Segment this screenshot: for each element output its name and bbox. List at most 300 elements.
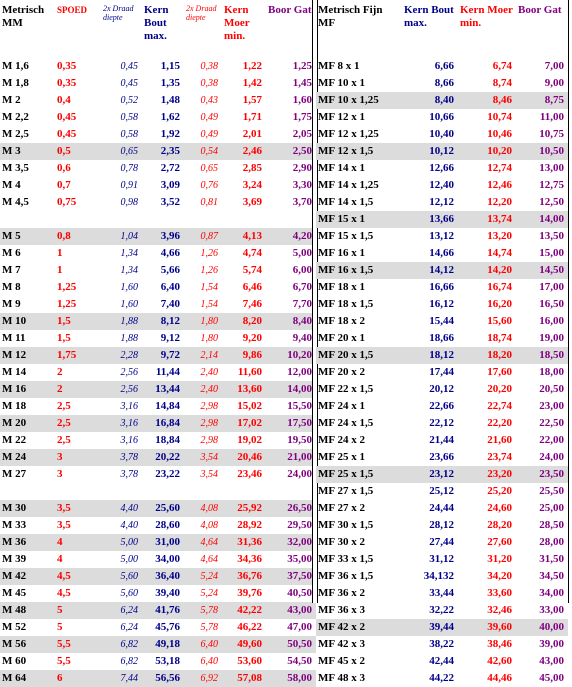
fine-drill-cell: 43,00	[539, 655, 564, 667]
size-cell: M 12	[0, 347, 55, 364]
fine-core-nut-cell: 20,20	[487, 383, 512, 395]
size-cell: M 2	[2, 94, 21, 106]
table-row	[0, 296, 316, 313]
depth-bolt-cell: 0,58	[120, 112, 138, 123]
fine-core-bolt-cell: 16,66	[429, 281, 454, 293]
fine-core-nut-cell: 10,46	[487, 128, 512, 140]
fine-core-nut-cell: 16,74	[487, 281, 512, 293]
pitch-cell: 6	[55, 670, 101, 687]
pitch-cell: 3	[55, 449, 101, 466]
pitch-cell: 0,75	[57, 196, 77, 208]
table-row	[316, 551, 568, 568]
core-nut-cell: 8,20	[222, 313, 266, 330]
table-row	[316, 602, 568, 619]
drill-cell	[266, 483, 316, 500]
size-cell: M 3,5	[2, 162, 29, 174]
pitch-cell: 3	[57, 468, 63, 480]
fine-drill-cell: 11,00	[539, 111, 564, 123]
pitch-cell	[55, 483, 101, 500]
fine-core-nut-cell: 6,74	[492, 60, 512, 72]
drill-cell: 2,50	[266, 143, 316, 160]
table-row	[316, 75, 568, 92]
fine-drill-cell: 17,00	[539, 281, 564, 293]
core-nut-cell: 1,22	[242, 60, 262, 72]
fine-drill-cell: 40,00	[516, 619, 568, 636]
fine-core-nut-cell: 28,20	[487, 519, 512, 531]
table-row	[316, 211, 568, 228]
fine-core-nut-cell: 31,20	[487, 553, 512, 565]
table-row	[316, 245, 568, 262]
depth-bolt-cell	[101, 483, 142, 500]
fine-core-bolt-cell: 6,66	[434, 60, 454, 72]
pitch-cell: 5,5	[55, 636, 101, 653]
size-cell: M 7	[2, 264, 21, 276]
table-row	[316, 432, 568, 449]
core-bolt-cell: 20,22	[142, 449, 184, 466]
fine-core-nut-cell: 10,20	[458, 143, 516, 160]
fine-drill-cell: 23,50	[516, 466, 568, 483]
fine-drill-cell: 8,75	[516, 92, 568, 109]
fine-drill-cell: 20,50	[539, 383, 564, 395]
header-draad-diepte-2: 2x Draad diepte	[186, 4, 217, 22]
core-bolt-cell: 34,00	[155, 553, 180, 565]
depth-bolt-cell: 0,65	[101, 143, 142, 160]
core-bolt-cell: 4,66	[160, 247, 180, 259]
header-kern-bout: Kern Bout max.	[144, 4, 169, 42]
drill-cell: 17,50	[266, 415, 316, 432]
depth-nut-cell: 0,49	[200, 129, 218, 140]
core-bolt-cell: 28,60	[155, 519, 180, 531]
drill-cell: 32,00	[266, 534, 316, 551]
drill-cell: 12,00	[287, 366, 312, 378]
core-bolt-cell: 45,76	[155, 621, 180, 633]
depth-bolt-cell: 1,34	[120, 248, 138, 259]
depth-nut-cell: 2,98	[184, 415, 222, 432]
table-row	[0, 415, 316, 432]
table-row	[0, 92, 316, 109]
fine-drill-cell: 34,50	[539, 570, 564, 582]
table-row	[0, 177, 316, 194]
pitch-cell	[55, 211, 101, 228]
pitch-cell: 2	[55, 381, 101, 398]
table-row	[0, 585, 316, 602]
core-bolt-cell: 2,72	[160, 162, 180, 174]
fine-core-bolt-cell: 27,44	[429, 536, 454, 548]
pitch-cell: 3,5	[55, 500, 101, 517]
size-cell: M 16	[0, 381, 55, 398]
size-cell: M 18	[2, 400, 27, 412]
depth-bolt-cell: 1,88	[120, 333, 138, 344]
pitch-cell: 5	[57, 621, 63, 633]
core-bolt-cell: 1,35	[160, 77, 180, 89]
core-nut-cell: 36,76	[222, 568, 266, 585]
core-nut-cell: 4,74	[242, 247, 262, 259]
core-bolt-cell: 56,56	[142, 670, 184, 687]
table-row	[0, 619, 316, 636]
fine-core-bolt-cell: 13,66	[402, 211, 458, 228]
fine-core-bolt-cell: 32,22	[429, 604, 454, 616]
depth-bolt-cell	[101, 211, 142, 228]
fine-size-cell: MF 12 x 1	[318, 111, 365, 123]
table-row	[0, 534, 316, 551]
fine-drill-cell: 7,00	[544, 60, 564, 72]
fine-core-bolt-cell: 10,40	[429, 128, 454, 140]
depth-bolt-cell: 0,45	[120, 61, 138, 72]
table-row	[316, 347, 568, 364]
fine-drill-cell: 25,50	[539, 485, 564, 497]
size-cell: M 1,8	[2, 77, 29, 89]
drill-cell: 1,75	[292, 111, 312, 123]
pitch-cell: 0,4	[57, 94, 71, 106]
core-nut-cell: 57,08	[222, 670, 266, 687]
size-cell: M 24	[0, 449, 55, 466]
fine-drill-cell: 14,50	[516, 262, 568, 279]
drill-cell: 26,50	[266, 500, 316, 517]
depth-bolt-cell: 6,24	[101, 602, 142, 619]
table-row	[0, 364, 316, 381]
fine-core-bolt-cell: 13,12	[429, 230, 454, 242]
core-nut-cell: 20,46	[222, 449, 266, 466]
core-bolt-cell: 6,40	[160, 281, 180, 293]
drill-cell: 8,40	[266, 313, 316, 330]
core-bolt-cell: 41,76	[142, 602, 184, 619]
size-cell: M 20	[0, 415, 55, 432]
drill-cell: 14,00	[266, 381, 316, 398]
fine-core-bolt-cell: 14,66	[429, 247, 454, 259]
size-cell: M 5	[0, 228, 55, 245]
fine-core-bolt-cell: 12,66	[429, 162, 454, 174]
fine-drill-cell: 45,00	[539, 672, 564, 684]
drill-cell: 24,00	[287, 468, 312, 480]
depth-bolt-cell: 2,28	[101, 347, 142, 364]
table-row	[0, 551, 316, 568]
fine-core-bolt-cell: 21,44	[429, 434, 454, 446]
drill-cell: 7,70	[292, 298, 312, 310]
depth-nut-cell: 2,14	[184, 347, 222, 364]
size-cell: M 22	[2, 434, 27, 446]
core-nut-cell: 5,74	[242, 264, 262, 276]
depth-bolt-cell: 3,16	[120, 435, 138, 446]
depth-nut-cell: 6,40	[200, 656, 218, 667]
fine-size-cell: MF 24 x 1,5	[318, 417, 374, 429]
core-bolt-cell: 49,18	[142, 636, 184, 653]
core-bolt-cell: 1,15	[160, 60, 180, 72]
pitch-cell: 1,5	[55, 313, 101, 330]
fine-core-nut-cell: 18,20	[458, 347, 516, 364]
drill-cell: 2,90	[292, 162, 312, 174]
core-nut-cell: 15,02	[237, 400, 262, 412]
table-row	[316, 398, 568, 415]
size-cell	[0, 211, 55, 228]
drill-cell: 19,50	[287, 434, 312, 446]
fine-size-cell: MF 10 x 1	[318, 77, 365, 89]
fine-core-bolt-cell: 20,12	[429, 383, 454, 395]
depth-bolt-cell: 6,82	[120, 656, 138, 667]
core-bolt-cell: 8,12	[142, 313, 184, 330]
table-row	[0, 245, 316, 262]
fine-core-bolt-cell: 31,12	[429, 553, 454, 565]
pitch-cell: 4	[57, 553, 63, 565]
core-nut-cell: 2,46	[222, 143, 266, 160]
fine-core-bolt-cell: 34,132	[423, 570, 454, 582]
fine-drill-cell: 24,00	[539, 451, 564, 463]
fine-size-cell: MF 36 x 3	[318, 604, 365, 616]
fine-core-bolt-cell: 12,12	[429, 196, 454, 208]
table-row	[0, 75, 316, 92]
size-cell: M 36	[0, 534, 55, 551]
fine-drill-cell: 39,00	[539, 638, 564, 650]
drill-cell: 47,00	[287, 621, 312, 633]
core-nut-cell: 19,02	[237, 434, 262, 446]
drill-cell: 15,50	[287, 400, 312, 412]
fine-core-nut-cell: 23,74	[487, 451, 512, 463]
fine-core-bolt-cell: 10,66	[429, 111, 454, 123]
metric-fine-table	[316, 0, 568, 687]
size-cell: M 48	[0, 602, 55, 619]
table-row	[316, 194, 568, 211]
drill-cell: 3,70	[292, 196, 312, 208]
drill-cell: 35,00	[287, 553, 312, 565]
size-cell: M 60	[2, 655, 27, 667]
fine-size-cell: MF 8 x 1	[318, 60, 360, 72]
fine-size-cell: MF 22 x 1,5	[318, 383, 374, 395]
header-fine-boor-gat: Boor Gat	[518, 4, 562, 16]
core-bolt-cell: 3,96	[142, 228, 184, 245]
pitch-cell: 0,6	[57, 162, 71, 174]
fine-size-cell: MF 14 x 1,25	[318, 179, 379, 191]
header-metrisch-mm: Metrisch MM	[2, 4, 45, 29]
fine-size-cell: MF 33 x 1,5	[318, 553, 374, 565]
depth-nut-cell: 4,08	[184, 500, 222, 517]
table-row	[0, 347, 316, 364]
fine-drill-cell: 18,00	[539, 366, 564, 378]
size-cell: M 11	[2, 332, 26, 344]
depth-bolt-cell: 5,60	[120, 588, 138, 599]
fine-drill-cell: 19,00	[539, 332, 564, 344]
fine-drill-cell: 10,50	[516, 143, 568, 160]
pitch-cell: 0,8	[55, 228, 101, 245]
fine-drill-cell: 22,50	[539, 417, 564, 429]
fine-core-nut-cell: 12,74	[487, 162, 512, 174]
size-cell: M 27	[2, 468, 27, 480]
table-row	[316, 177, 568, 194]
drill-cell: 3,30	[292, 179, 312, 191]
depth-bolt-cell: 4,40	[120, 520, 138, 531]
fine-core-bolt-cell: 14,12	[402, 262, 458, 279]
fine-core-bolt-cell: 10,12	[402, 143, 458, 160]
depth-nut-cell: 4,64	[184, 534, 222, 551]
fine-core-bolt-cell: 23,12	[402, 466, 458, 483]
core-bolt-cell: 2,35	[142, 143, 184, 160]
core-bolt-cell: 25,60	[142, 500, 184, 517]
depth-nut-cell: 5,78	[200, 622, 218, 633]
drill-cell: 54,50	[287, 655, 312, 667]
fine-core-nut-cell: 22,20	[487, 417, 512, 429]
fine-drill-cell: 12,75	[539, 179, 564, 191]
size-cell: M 42	[0, 568, 55, 585]
table-row	[0, 636, 316, 653]
depth-bolt-cell: 5,00	[101, 534, 142, 551]
drill-cell: 4,20	[266, 228, 316, 245]
core-nut-cell: 46,22	[237, 621, 262, 633]
fine-core-bolt-cell: 42,44	[429, 655, 454, 667]
fine-drill-cell: 25,00	[539, 502, 564, 514]
pitch-cell: 4,5	[57, 587, 71, 599]
size-cell: M 1,6	[2, 60, 29, 72]
core-nut-cell	[222, 211, 266, 228]
fine-core-bolt-cell: 28,12	[429, 519, 454, 531]
table-row	[0, 228, 316, 245]
depth-nut-cell: 1,26	[200, 265, 218, 276]
fine-core-bolt-cell: 8,66	[434, 77, 454, 89]
depth-nut-cell: 0,87	[184, 228, 222, 245]
table-row	[316, 483, 568, 500]
table-row	[316, 364, 568, 381]
fine-drill-cell: 16,50	[539, 298, 564, 310]
depth-nut-cell: 0,54	[184, 143, 222, 160]
size-cell	[0, 483, 55, 500]
pitch-cell: 1,5	[57, 332, 71, 344]
drill-cell: 5,00	[292, 247, 312, 259]
fine-core-nut-cell: 13,74	[458, 211, 516, 228]
size-cell: M 3	[0, 143, 55, 160]
fine-core-nut-cell: 8,74	[492, 77, 512, 89]
depth-bolt-cell: 5,00	[120, 554, 138, 565]
right-edge-rule	[568, 0, 572, 603]
core-nut-cell: 2,85	[242, 162, 262, 174]
pitch-cell: 1,25	[57, 281, 77, 293]
depth-bolt-cell: 7,44	[101, 670, 142, 687]
depth-nut-cell: 0,38	[200, 78, 218, 89]
fine-size-cell: MF 16 x 1,5	[316, 262, 402, 279]
pitch-cell: 1	[57, 247, 63, 259]
depth-nut-cell	[184, 483, 222, 500]
depth-nut-cell: 2,98	[200, 401, 218, 412]
table-row	[0, 143, 316, 160]
core-bolt-cell: 14,84	[155, 400, 180, 412]
table-row	[316, 619, 568, 636]
fine-core-nut-cell: 33,60	[487, 587, 512, 599]
fine-core-nut-cell: 8,46	[458, 92, 516, 109]
fine-size-cell: MF 30 x 1,5	[318, 519, 374, 531]
fine-core-nut-cell: 24,60	[487, 502, 512, 514]
core-nut-cell: 25,92	[222, 500, 266, 517]
fine-size-cell: MF 15 x 1,5	[318, 230, 374, 242]
table-row	[316, 330, 568, 347]
fine-size-cell: MF 20 x 1	[318, 332, 365, 344]
fine-core-nut-cell: 18,74	[487, 332, 512, 344]
table-row	[316, 585, 568, 602]
fine-core-nut-cell: 25,20	[487, 485, 512, 497]
fine-drill-cell: 16,00	[539, 315, 564, 327]
drill-cell: 58,00	[266, 670, 316, 687]
depth-nut-cell: 0,49	[200, 112, 218, 123]
fine-core-bolt-cell: 23,66	[429, 451, 454, 463]
core-nut-cell: 3,24	[242, 179, 262, 191]
size-cell: M 2,2	[2, 111, 29, 123]
depth-bolt-cell: 1,04	[101, 228, 142, 245]
depth-bolt-cell: 1,60	[120, 282, 138, 293]
table-row	[0, 313, 316, 330]
core-nut-cell: 4,13	[222, 228, 266, 245]
pitch-cell: 2	[57, 366, 63, 378]
fine-size-cell: MF 15 x 1	[316, 211, 402, 228]
fine-core-nut-cell: 17,60	[487, 366, 512, 378]
drill-cell: 1,45	[292, 77, 312, 89]
size-cell: M 39	[2, 553, 27, 565]
depth-nut-cell: 1,80	[200, 333, 218, 344]
fine-core-nut-cell: 22,74	[487, 400, 512, 412]
fine-core-bolt-cell: 38,22	[429, 638, 454, 650]
table-row	[0, 211, 316, 228]
core-nut-cell: 39,76	[237, 587, 262, 599]
pitch-cell: 0,7	[57, 179, 71, 191]
core-nut-cell	[222, 483, 266, 500]
table-row	[0, 58, 316, 75]
core-nut-cell: 31,36	[222, 534, 266, 551]
header-fine-kern-moer: Kern Moer min.	[460, 4, 513, 29]
fine-core-nut-cell: 12,20	[487, 196, 512, 208]
fine-drill-cell: 18,50	[516, 347, 568, 364]
table-row	[0, 670, 316, 687]
depth-bolt-cell: 0,52	[120, 95, 138, 106]
core-nut-cell: 49,60	[222, 636, 266, 653]
fine-core-bolt-cell: 25,12	[429, 485, 454, 497]
fine-size-cell: MF 42 x 3	[318, 638, 365, 650]
table-row	[316, 160, 568, 177]
core-bolt-cell: 16,84	[142, 415, 184, 432]
depth-nut-cell: 0,43	[200, 95, 218, 106]
depth-nut-cell: 4,64	[200, 554, 218, 565]
size-cell: M 33	[2, 519, 27, 531]
table-row	[0, 602, 316, 619]
table-row	[316, 534, 568, 551]
drill-cell: 2,05	[292, 128, 312, 140]
fine-size-cell: MF 20 x 1,5	[316, 347, 402, 364]
depth-bolt-cell: 2,56	[120, 367, 138, 378]
pitch-cell: 0,45	[57, 111, 77, 123]
table-row	[0, 466, 316, 483]
table-row	[316, 381, 568, 398]
fine-size-cell: MF 14 x 1	[318, 162, 365, 174]
fine-size-cell: MF 24 x 1	[318, 400, 365, 412]
depth-nut-cell: 0,81	[200, 197, 218, 208]
table-row	[0, 653, 316, 670]
fine-drill-cell: 13,50	[539, 230, 564, 242]
fine-drill-cell: 28,00	[539, 536, 564, 548]
pitch-cell: 0,45	[57, 128, 77, 140]
depth-bolt-cell: 3,16	[101, 415, 142, 432]
table-row	[0, 449, 316, 466]
depth-nut-cell: 0,38	[200, 61, 218, 72]
core-nut-cell: 7,46	[242, 298, 262, 310]
table-row	[0, 330, 316, 347]
fine-core-nut-cell: 13,20	[487, 230, 512, 242]
table-row	[0, 126, 316, 143]
core-bolt-cell	[142, 211, 184, 228]
pitch-cell: 0,5	[55, 143, 101, 160]
pitch-cell: 4,5	[55, 568, 101, 585]
core-nut-cell: 3,69	[242, 196, 262, 208]
fine-drill-cell: 9,00	[544, 77, 564, 89]
fine-core-nut-cell: 16,20	[487, 298, 512, 310]
fine-size-cell: MF 24 x 2	[318, 434, 365, 446]
core-bolt-cell: 9,72	[142, 347, 184, 364]
depth-nut-cell: 2,40	[200, 367, 218, 378]
depth-nut-cell	[184, 211, 222, 228]
core-nut-cell: 42,22	[222, 602, 266, 619]
core-nut-cell: 34,36	[237, 553, 262, 565]
